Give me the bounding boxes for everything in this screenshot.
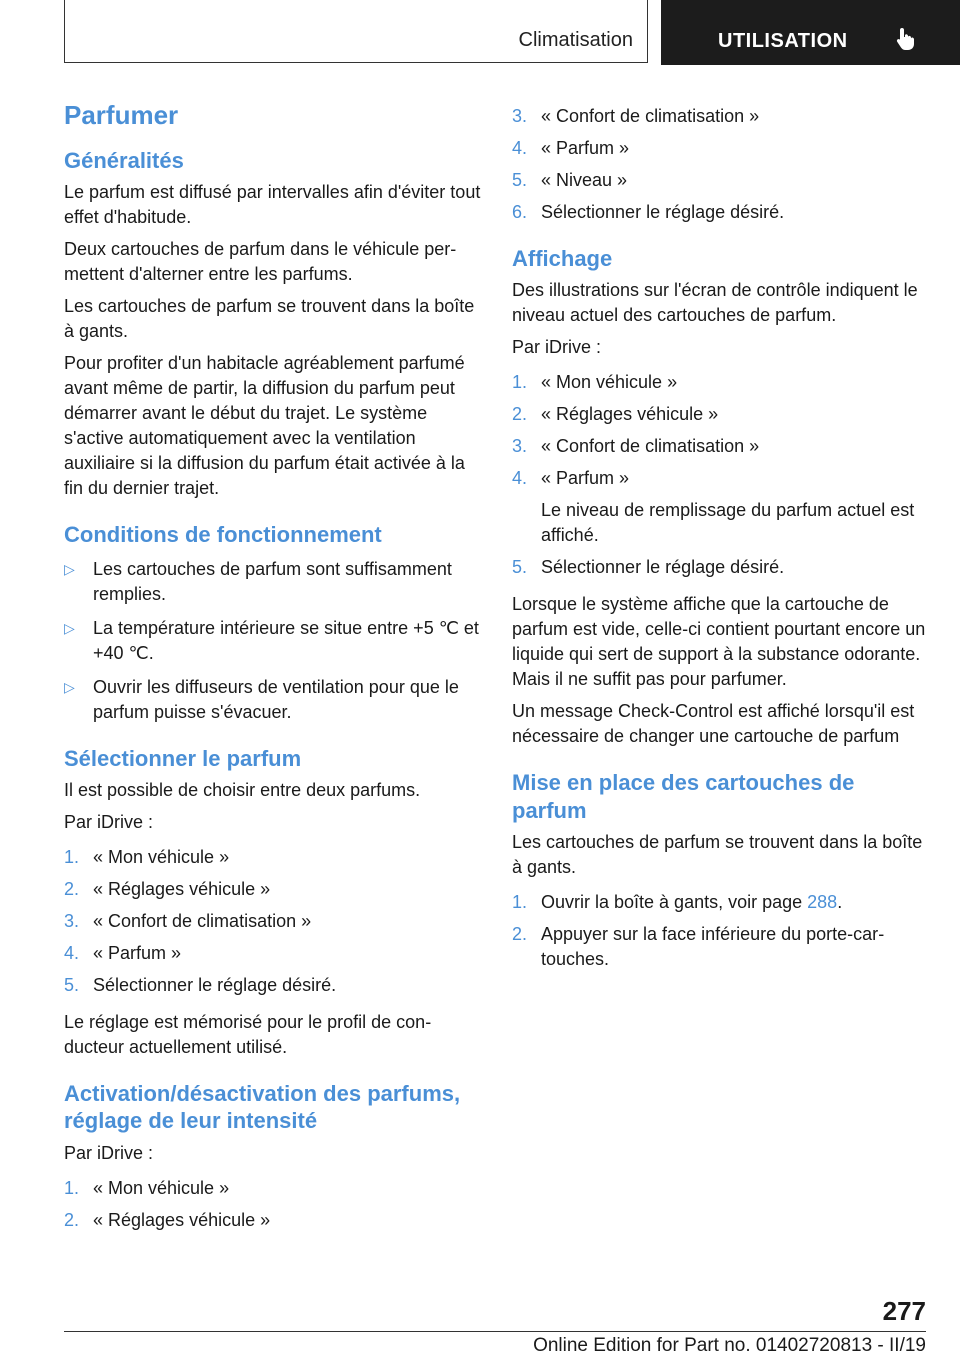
list-item: 2. « Réglages véhicule » (64, 878, 271, 899)
paragraph: Les cartouches de parfum se trouvent dans la boîte à gants. (64, 296, 475, 342)
step-note: Le niveau de remplissage du parfum actuel est affiché. (541, 500, 915, 546)
list-item: ▷ Les cartouches de parfum sont suffisamment remplies. (64, 558, 452, 604)
paragraph: Les cartouches de parfum se trouvent dans la boîte à gants. (512, 831, 923, 877)
list-item: 3. « Confort de climatisation » (512, 436, 760, 457)
list-item: ▷ La température intérieure se situe entre +5 ℃ et +40 ℃. (64, 617, 479, 663)
paragraph: Des illustrations sur l'écran de contrôle indiquent le niveau actuel des cartouches de parfum. (512, 280, 918, 326)
selection-steps (64, 845, 484, 998)
conditions-list (64, 557, 484, 725)
paragraph: Un message Check-Control est affiché lorsqu'il est nécessaire de changer une cartouche de parfum (512, 701, 915, 747)
list-item: 2. Appuyer sur la face inférieure du porte-cartouches. (512, 923, 885, 969)
right-column (512, 104, 932, 984)
list-item: 4. « Parfum » (512, 138, 630, 158)
list-item: 6. Sélectionner le réglage désiré. (512, 202, 785, 222)
list-item: 4. « Parfum » Le niveau de remplissage du parfum actuel est affiché. (512, 466, 932, 548)
heading-generalites: Généralités (64, 148, 184, 174)
page-number: 277 (882, 1296, 926, 1326)
edition-note: Online Edition for Part no. 01402720813 - II/19 (533, 1335, 926, 1356)
footer-divider (64, 1331, 926, 1332)
list-item: 1. Ouvrir la boîte à gants, voir page 288. (512, 891, 843, 912)
triangle-bullet-icon: ▷ (64, 560, 75, 577)
paragraph: Par iDrive : (512, 337, 602, 358)
chapter-tab (661, 0, 960, 65)
paragraph: Par iDrive : (64, 1142, 154, 1163)
paragraph: Deux cartouches de parfum dans le véhicule permettent d'alterner entre les parfums. (64, 239, 457, 285)
list-item: 5. « Niveau » (512, 170, 628, 190)
list-item: 2. « Réglages véhicule » (64, 1209, 271, 1230)
list-item: ▷ Ouvrir les diffuseurs de ventilation pour que le parfum puisse s'évacuer. (64, 676, 459, 722)
mise-en-place-steps (512, 890, 932, 972)
paragraph: Par iDrive : (64, 811, 154, 832)
list-item: 5. Sélectionner le réglage désiré. (512, 557, 785, 578)
paragraph: Pour profiter d'un habitacle agréablement parfumé avant même de partir, la diffusion du parfum peut démarrer avant le début du trajet. Le système s'active automatiquement avec la ventilation auxiliaire si la diffusion du parfum était activée à la fin du dernier trajet. (64, 353, 465, 499)
list-item: 1. « Mon véhicule » (64, 1177, 230, 1198)
paragraph: Il est possible de choisir entre deux parfums. (64, 779, 421, 800)
page-header (0, 0, 960, 66)
list-item: 5. Sélectionner le réglage désiré. (64, 974, 337, 995)
list-item: 3. « Confort de climatisation » (64, 910, 312, 931)
triangle-bullet-icon: ▷ (64, 678, 75, 695)
page-reference-link[interactable]: 288 (807, 891, 838, 912)
list-item: 2. « Réglages véhicule » (512, 404, 719, 425)
section-header-box (64, 0, 648, 63)
left-column (64, 100, 484, 1245)
activation-steps (64, 1176, 484, 1233)
list-item: 1. « Mon véhicule » (64, 846, 230, 867)
affichage-steps (512, 370, 932, 580)
list-item: 1. « Mon véhicule » (512, 372, 678, 393)
section-title: Climatisation (518, 29, 633, 51)
paragraph: Lorsque le système affiche que la cartouche de parfum est vide, celle-ci contient pourtant encore un liquide qui sert de support à la substance odorante. Mais il ne suffit pas pour parfumer. (512, 594, 926, 690)
heading-conditions: Conditions de fonctionnement (64, 522, 382, 548)
paragraph: Le parfum est diffusé par intervalles afin d'éviter tout effet d'habitude. (64, 182, 481, 228)
list-item: 4. « Parfum » (64, 942, 182, 963)
chapter-tab-label: UTILISATION (718, 30, 848, 52)
heading-mise-en-place: Mise en place des cartouches de parfum (512, 770, 855, 823)
paragraph: Le réglage est mémorisé pour le profil de conducteur actuellement utilisé. (64, 1011, 432, 1057)
activation-steps-continued (512, 104, 932, 225)
pointing-hand-icon (893, 26, 919, 52)
list-item: 3. « Confort de climatisation » (512, 106, 760, 126)
heading-activation: Activation/désactivation des parfums, réglage de leur intensité (64, 1080, 461, 1134)
page-title: Parfumer (64, 100, 179, 130)
triangle-bullet-icon: ▷ (64, 619, 75, 636)
heading-selection: Sélectionner le parfum (64, 745, 302, 771)
heading-affichage: Affichage (512, 246, 613, 271)
